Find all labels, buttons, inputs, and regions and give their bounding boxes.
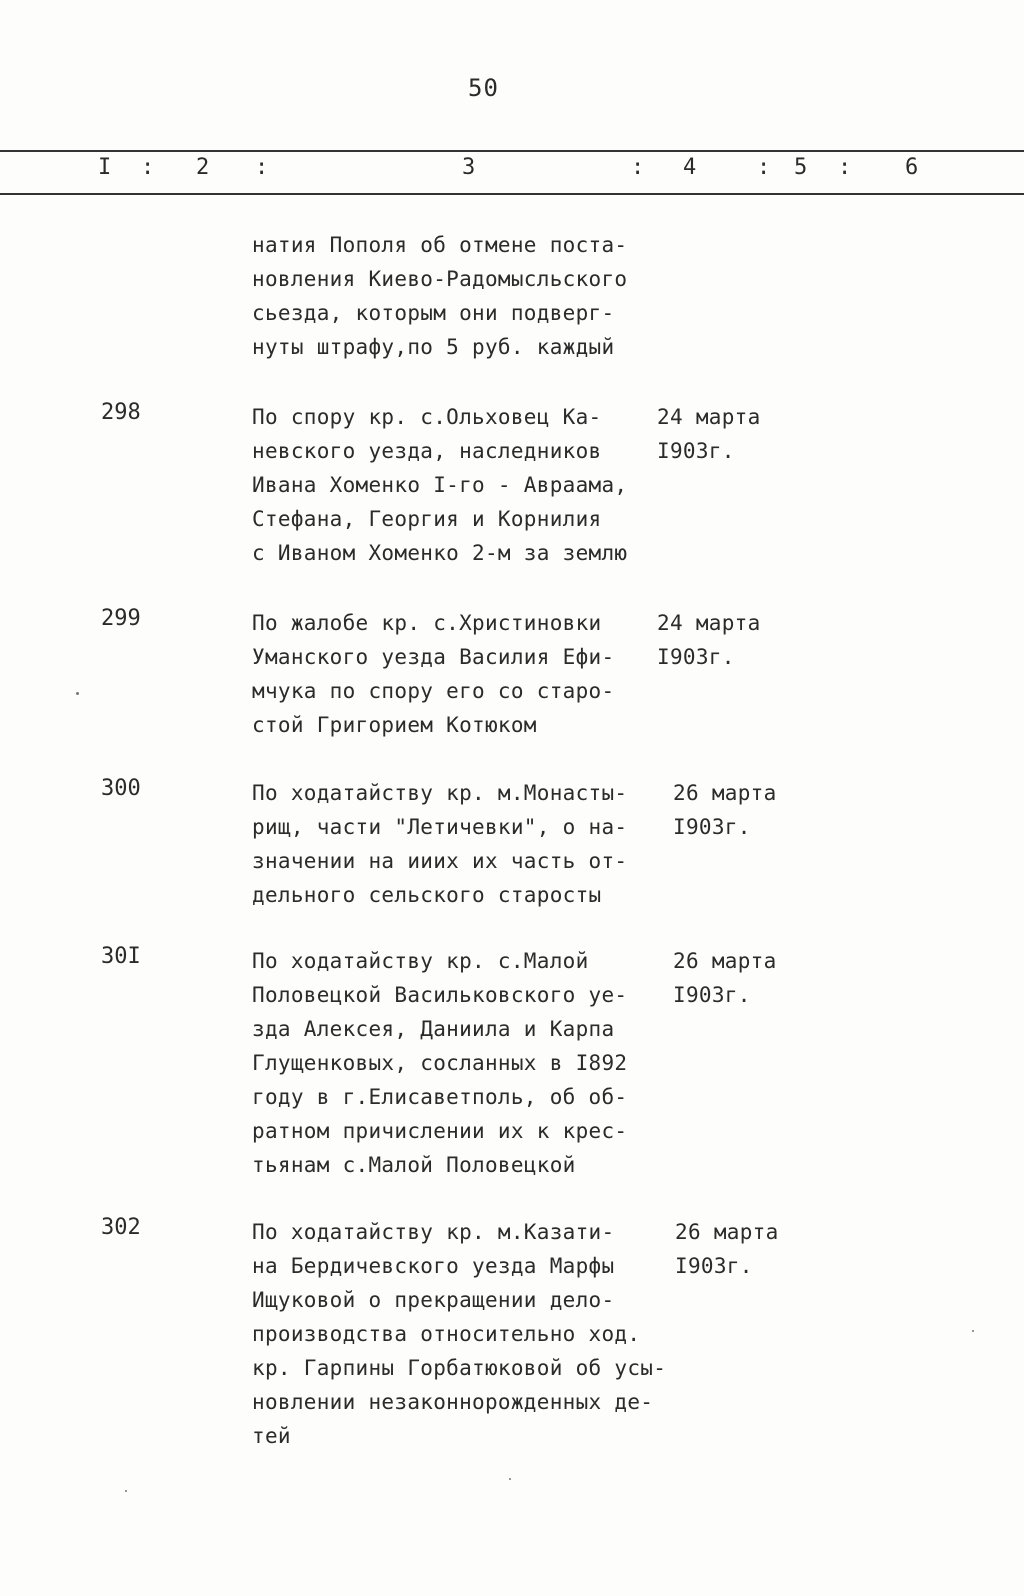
entry-number: 298 (101, 400, 141, 425)
column-header-4: 4 (683, 155, 697, 180)
column-separator: : (631, 155, 645, 180)
column-separator: : (838, 155, 852, 180)
column-header-1: I (98, 155, 112, 180)
entry-text: натия Пополя об отмене поста- новления Киево-Радомысльского сьезда, которым они подверг- нуты штрафу,по 5 руб. каждый (252, 233, 628, 359)
header-rule-top (0, 150, 1024, 152)
column-header-6: 6 (905, 155, 919, 180)
entry-number: 302 (101, 1215, 141, 1240)
column-header-row (0, 155, 1024, 189)
column-separator: : (757, 155, 771, 180)
column-header-3: 3 (462, 155, 476, 180)
scan-speck (125, 1490, 127, 1492)
entry-date: 26 марта I903г. (673, 949, 777, 1007)
entry-date: 26 марта I903г. (673, 781, 777, 839)
entry-date: 24 марта I903г. (657, 405, 761, 463)
entry-date: 26 марта I903г. (675, 1220, 779, 1278)
entry-number: 30I (101, 944, 141, 969)
entry-text: По ходатайству кр. м.Казати- на Бердичевского уезда Марфы Ищуковой о прекращении дело- производства относительно ход. кр. Гарпины Горбатюковой об усы- новлении незаконнорожденных де- тей (252, 1220, 667, 1448)
entry-text: По жалобе кр. с.Христиновки Уманского уезда Василия Ефи- мчука по спору его со старо- стой Григорием Котюком (252, 611, 615, 737)
page-number: 50 (468, 74, 499, 102)
entry-date: 24 марта I903г. (657, 611, 761, 669)
header-rule-bottom (0, 193, 1024, 195)
scan-speck (509, 1478, 511, 1480)
column-header-2: 2 (196, 155, 210, 180)
column-separator: : (141, 155, 155, 180)
column-header-5: 5 (794, 155, 808, 180)
scan-speck (972, 1330, 974, 1332)
column-separator: : (255, 155, 269, 180)
entry-number: 299 (101, 606, 141, 631)
entry-number: 300 (101, 776, 141, 801)
entry-text: По ходатайству кр. с.Малой Половецкой Васильковского уе- зда Алексея, Даниила и Карпа Глущенковых, сосланных в I892 году в г.Елисаветполь, об об- ратном причислении их к крес- тьянам с.Малой Половецкой (252, 949, 628, 1177)
entry-text: По ходатайству кр. м.Монасты- рищ, части "Летичевки", о на- значении на ииих их часть от- дельного сельского старосты (252, 781, 628, 907)
entry-text: По спору кр. с.Ольховец Ка- невского уезда, наследников Ивана Хоменко I-го - Авраама, Стефана, Георгия и Корнилия с Иваном Хоменко 2-м за землю (252, 405, 628, 565)
scan-speck (76, 692, 79, 695)
